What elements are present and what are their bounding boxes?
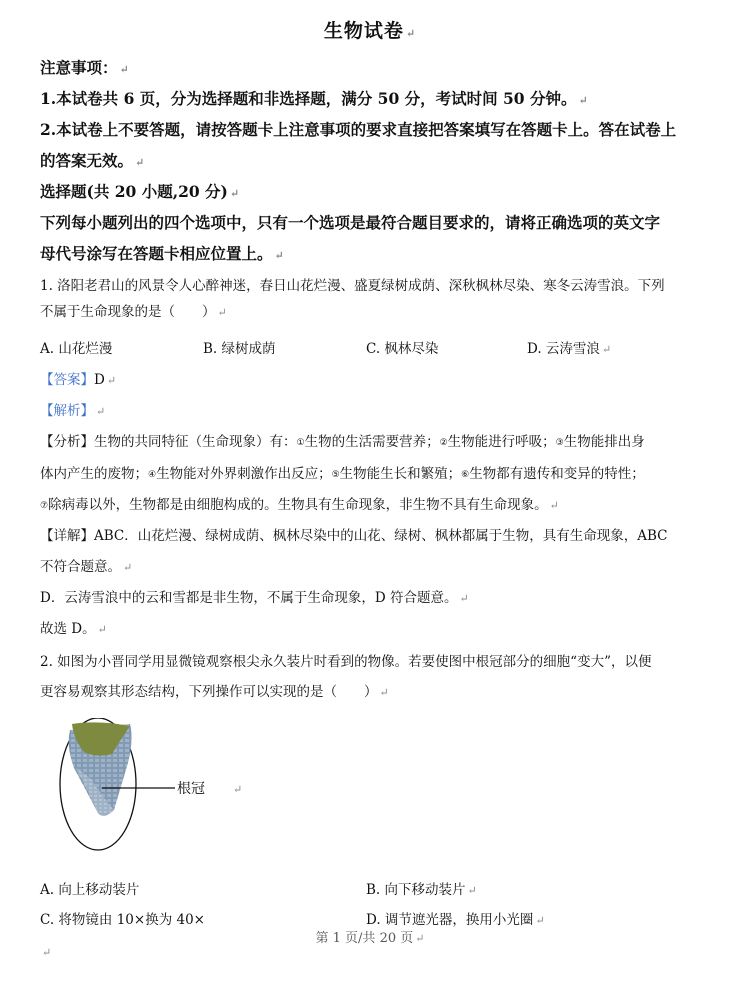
q1-stem-line-2: 不属于生命现象的是（ ） ↵ [40, 304, 227, 320]
root-tip-figure [58, 718, 176, 856]
q1-xiangjie-line-3: D．云涛雪浪中的云和雪都是非生物，不属于生命现象，D 符合题意。 ↵ [40, 590, 469, 606]
section-instruction-line-1: 下列每小题列出的四个选项中，只有一个选项是最符合题目要求的，请将正确选项的英文字 [40, 213, 661, 232]
q1-option-b: B. 绿树成荫 [203, 341, 276, 357]
q1-answer: 【答案】D ↵ [40, 372, 117, 388]
q1-option-c: C. 枫林尽染 [366, 341, 439, 357]
section-instruction-line-2: 母代号涂写在答题卡相应位置上。 ↵ [40, 244, 284, 263]
q2-option-d: D. 调节遮光器，换用小光圈 ↵ [366, 912, 545, 928]
q1-conclusion: 故选 D。 ↵ [40, 621, 107, 637]
page-title: 生物试卷 ↵ [323, 20, 417, 42]
notice-item-1: 1.本试卷共 6 页，分为选择题和非选择题，满分 50 分，考试时间 50 分钟。 ↵ [40, 89, 588, 108]
q2-stem-line-1: 2. 如图为小晋同学用显微镜观察根尖永久装片时看到的物像。若要使图中根冠部分的细胞“变大”，以便 [40, 654, 652, 670]
q1-fenxi-line-3: ⑦除病毒以外，生物都是由细胞构成的。生物具有生命现象，非生物不具有生命现象。 ↵ [40, 497, 559, 513]
q1-fenxi-line-2: 体内产生的废物；④生物能对外界刺激作出反应；⑤生物能生长和繁殖；⑥生物都有遗传和变异的特性； [40, 466, 645, 482]
section-heading: 选择题(共 20 小题,20 分) ↵ [40, 182, 240, 201]
q2-option-b: B. 向下移动装片 ↵ [366, 882, 477, 898]
q2-stem-line-2: 更容易观察其形态结构，下列操作可以实现的是（ ） ↵ [40, 684, 389, 700]
q1-fenxi-line-1: 【分析】生物的共同特征（生命现象）有：①生物的生活需要营养；②生物能进行呼吸；③生物能排出身 [40, 434, 645, 450]
q1-analysis-tag: 【解析】 ↵ [40, 403, 106, 419]
q1-stem-line-1: 1. 洛阳老君山的风景令人心醉神迷，春日山花烂漫、盛夏绿树成荫、深秋枫林尽染、寒冬云涛雪浪。下列 [40, 278, 665, 294]
paragraph-mark: ↵ [42, 946, 52, 959]
root-cap-label: 根冠 ↵ [177, 781, 243, 797]
q1-xiangjie-line-2: 不符合题意。 ↵ [40, 559, 133, 575]
q2-option-a: A. 向上移动装片 [40, 882, 140, 898]
q1-xiangjie-line-1: 【详解】ABC．山花烂漫、绿树成荫、枫林尽染中的山花、绿树、枫林都属于生物，具有生命现象，ABC [40, 528, 668, 544]
page-footer: 第 1 页/共 20 页 ↵ [315, 931, 425, 946]
answer-tag: 【答案】 [40, 372, 94, 388]
notice-heading: 注意事项： ↵ [40, 58, 129, 77]
notice-item-2-line-1: 2.本试卷上不要答题，请按答题卡上注意事项的要求直接把答案填写在答题卡上。答在试卷上 [40, 120, 677, 139]
q1-option-a: A. 山花烂漫 [40, 341, 113, 357]
q2-option-c: C. 将物镜由 10×换为 40× [40, 912, 205, 928]
q1-option-d: D. 云涛雪浪 ↵ [527, 341, 612, 357]
notice-item-2-line-2: 的答案无效。 ↵ [40, 151, 145, 170]
